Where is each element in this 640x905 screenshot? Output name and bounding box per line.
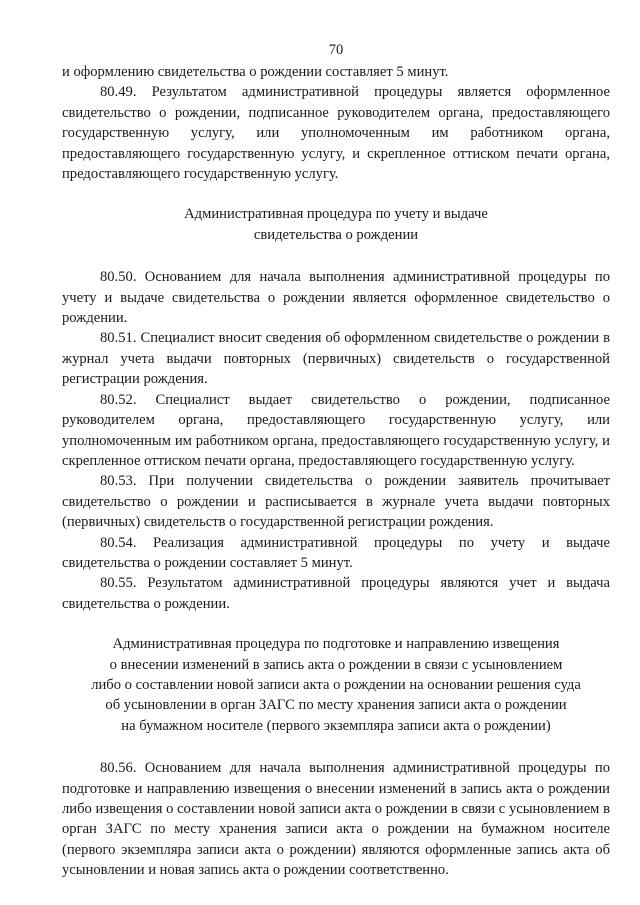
heading-line: свидетельства о рождении xyxy=(253,226,419,243)
heading-line: на бумажном носителе (первого экземпляра записи акта о рождении) xyxy=(121,717,551,734)
heading-line: о внесении изменений в запись акта о рождении в связи с усыновлением xyxy=(109,656,563,673)
page-number: 70 xyxy=(328,42,344,58)
section-heading-notification xyxy=(62,634,610,736)
paragraph-80-52: 80.52. Специалист выдает свидетельство о рождении, подписанное руководителем органа, предоставляющего государственную услугу, или уполномоченным им работником органа, предоставляющего государственную услугу, и скрепленное оттиском печати органа, предоставляющего государственную услугу. xyxy=(62,391,610,469)
paragraph-80-55: 80.55. Результатом административной процедуры являются учет и выдача свидетельства о рождении. xyxy=(62,575,610,612)
heading-line: либо о составлении новой записи акта о рождении на основании решения суда xyxy=(91,676,581,693)
paragraph-80-50: 80.50. Основанием для начала выполнения административной процедуры по учету и выдаче свидетельства о рождении является оформленное свидетельство о рождении. xyxy=(62,269,610,327)
paragraph-80-53: 80.53. При получении свидетельства о рождении заявитель прочитывает свидетельство о рождении и расписывается в журнале учета выдачи повторных (первичных) свидетельств о государственной регистрации рождения. xyxy=(62,473,610,531)
document-page xyxy=(62,40,610,881)
section-heading-issuance xyxy=(62,204,610,245)
heading-line: Административная процедура по учету и выдаче xyxy=(184,206,488,223)
continuation-text: и оформлению свидетельства о рождении составляет 5 минут. xyxy=(62,64,449,80)
paragraph-80-54: 80.54. Реализация административной процедуры по учету и выдаче свидетельства о рождении составляет 5 минут. xyxy=(62,534,610,571)
paragraph-80-56: 80.56. Основанием для начала выполнения административной процедуры по подготовке и направлению извещения о внесении изменений в запись акта о рождении либо извещения о составлении новой записи акта о рождении в связи с усыновлением в орган ЗАГС по месту хранения записи акта о рождении на бумажном носителе (первого экземпляра записи акта о рождении) являются оформленные запись акта об усыновлении и новая запись акта о рождении соответственно. xyxy=(62,760,610,879)
heading-line: Административная процедура по подготовке и направлению извещения xyxy=(112,636,560,653)
paragraph-80-51: 80.51. Специалист вносит сведения об оформленном свидетельстве о рождении в журнал учета выдачи повторных (первичных) свидетельств о государственной регистрации рождения. xyxy=(62,330,610,388)
paragraph-80-49: 80.49. Результатом административной процедуры является оформленное свидетельство о рождении, подписанное руководителем органа, предоставляющего государственную услугу, или уполномоченным им работником органа, предоставляющего государственную услугу, и скрепленное оттиском печати органа, предоставляющего государственную услугу. xyxy=(62,84,610,183)
heading-line: об усыновлении в орган ЗАГС по месту хранения записи акта о рождении xyxy=(105,697,567,714)
